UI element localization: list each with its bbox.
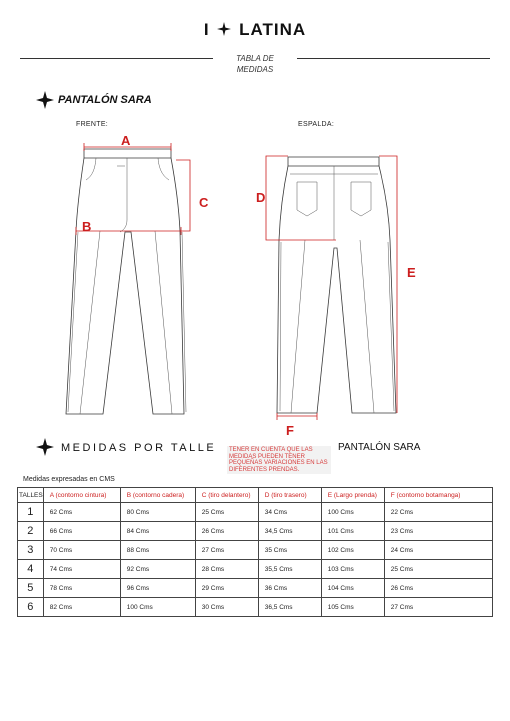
cell-c: 30 Cms bbox=[195, 598, 258, 617]
cell-d: 35 Cms bbox=[258, 541, 321, 560]
cell-b: 96 Cms bbox=[120, 579, 195, 598]
cell-e: 103 Cms bbox=[321, 560, 384, 579]
cell-e: 104 Cms bbox=[321, 579, 384, 598]
cell-f: 26 Cms bbox=[384, 579, 492, 598]
cell-c: 29 Cms bbox=[195, 579, 258, 598]
star-icon bbox=[36, 438, 54, 456]
table-row bbox=[18, 541, 493, 560]
cell-b: 80 Cms bbox=[120, 503, 195, 522]
cell-f: 23 Cms bbox=[384, 522, 492, 541]
table-caption: Medidas expresadas en CMS bbox=[23, 476, 115, 483]
cell-e: 102 Cms bbox=[321, 541, 384, 560]
col-header-a: A (contorno cintura) bbox=[43, 488, 120, 503]
subtitle-line-1: TABLA DE bbox=[236, 54, 274, 63]
cell-b: 92 Cms bbox=[120, 560, 195, 579]
cell-a: 62 Cms bbox=[43, 503, 120, 522]
section-title-sizes: MEDIDAS POR TALLE bbox=[61, 442, 217, 454]
cell-c: 25 Cms bbox=[195, 503, 258, 522]
cell-talle: 3 bbox=[18, 541, 44, 560]
size-chart-table bbox=[17, 487, 493, 617]
label-front: FRENTE: bbox=[76, 121, 109, 128]
measure-label-a: A bbox=[121, 133, 131, 148]
cell-b: 88 Cms bbox=[120, 541, 195, 560]
cell-f: 27 Cms bbox=[384, 598, 492, 617]
star-icon bbox=[36, 91, 54, 109]
front-view-drawing bbox=[66, 149, 186, 414]
table-row bbox=[18, 579, 493, 598]
label-back: ESPALDA: bbox=[298, 121, 335, 128]
measure-label-e: E bbox=[407, 265, 416, 280]
table-row bbox=[18, 598, 493, 617]
measure-label-c: C bbox=[199, 195, 209, 210]
cell-b: 100 Cms bbox=[120, 598, 195, 617]
cell-d: 34 Cms bbox=[258, 503, 321, 522]
cell-c: 28 Cms bbox=[195, 560, 258, 579]
cell-d: 36 Cms bbox=[258, 579, 321, 598]
table-row bbox=[18, 560, 493, 579]
cell-d: 35,5 Cms bbox=[258, 560, 321, 579]
measure-line-c bbox=[176, 160, 190, 231]
cell-b: 84 Cms bbox=[120, 522, 195, 541]
measure-label-d: D bbox=[256, 190, 266, 205]
cell-talle: 1 bbox=[18, 503, 44, 522]
cell-talle: 5 bbox=[18, 579, 44, 598]
table-row bbox=[18, 503, 493, 522]
measure-label-b: B bbox=[82, 219, 92, 234]
cell-f: 24 Cms bbox=[384, 541, 492, 560]
table-row bbox=[18, 522, 493, 541]
col-header-c: C (tiro delantero) bbox=[195, 488, 258, 503]
measure-label-f: F bbox=[286, 423, 294, 438]
cell-talle: 6 bbox=[18, 598, 44, 617]
brand-logo-right: LATINA bbox=[239, 20, 307, 39]
measure-line-d bbox=[266, 156, 336, 240]
col-header-d: D (tiro trasero) bbox=[258, 488, 321, 503]
cell-a: 70 Cms bbox=[43, 541, 120, 560]
cell-f: 25 Cms bbox=[384, 560, 492, 579]
cell-f: 22 Cms bbox=[384, 503, 492, 522]
subtitle-line-2: MEDIDAS bbox=[236, 65, 274, 74]
cell-talle: 4 bbox=[18, 560, 44, 579]
brand-logo-left: I bbox=[203, 20, 210, 39]
cell-a: 74 Cms bbox=[43, 560, 120, 579]
cell-a: 78 Cms bbox=[43, 579, 120, 598]
star-icon bbox=[217, 22, 231, 36]
page-subtitle bbox=[0, 53, 510, 75]
cell-a: 82 Cms bbox=[43, 598, 120, 617]
cell-e: 100 Cms bbox=[321, 503, 384, 522]
cell-c: 27 Cms bbox=[195, 541, 258, 560]
trousers-technical-drawing bbox=[0, 130, 510, 440]
col-header-b: B (contorno cadera) bbox=[120, 488, 195, 503]
back-view-drawing bbox=[277, 157, 396, 413]
cell-d: 34,5 Cms bbox=[258, 522, 321, 541]
col-header-f: F (contorno botamanga) bbox=[384, 488, 492, 503]
cell-c: 26 Cms bbox=[195, 522, 258, 541]
cell-e: 101 Cms bbox=[321, 522, 384, 541]
cell-talle: 2 bbox=[18, 522, 44, 541]
section-title-product: PANTALÓN SARA bbox=[58, 94, 152, 106]
col-header-e: E (Largo prenda) bbox=[321, 488, 384, 503]
cell-e: 105 Cms bbox=[321, 598, 384, 617]
product-name: PANTALÓN SARA bbox=[338, 442, 421, 453]
cell-d: 36,5 Cms bbox=[258, 598, 321, 617]
variation-note: TENER EN CUENTA QUE LAS MEDIDAS PUEDEN TENER PEQUEÑAS VARIACIONES EN LAS DIFERENTES PRENDAS. bbox=[227, 446, 331, 474]
cell-a: 66 Cms bbox=[43, 522, 120, 541]
table-header-row bbox=[18, 488, 493, 503]
col-header-talles: TALLES bbox=[18, 488, 44, 503]
brand-logo bbox=[0, 20, 510, 40]
